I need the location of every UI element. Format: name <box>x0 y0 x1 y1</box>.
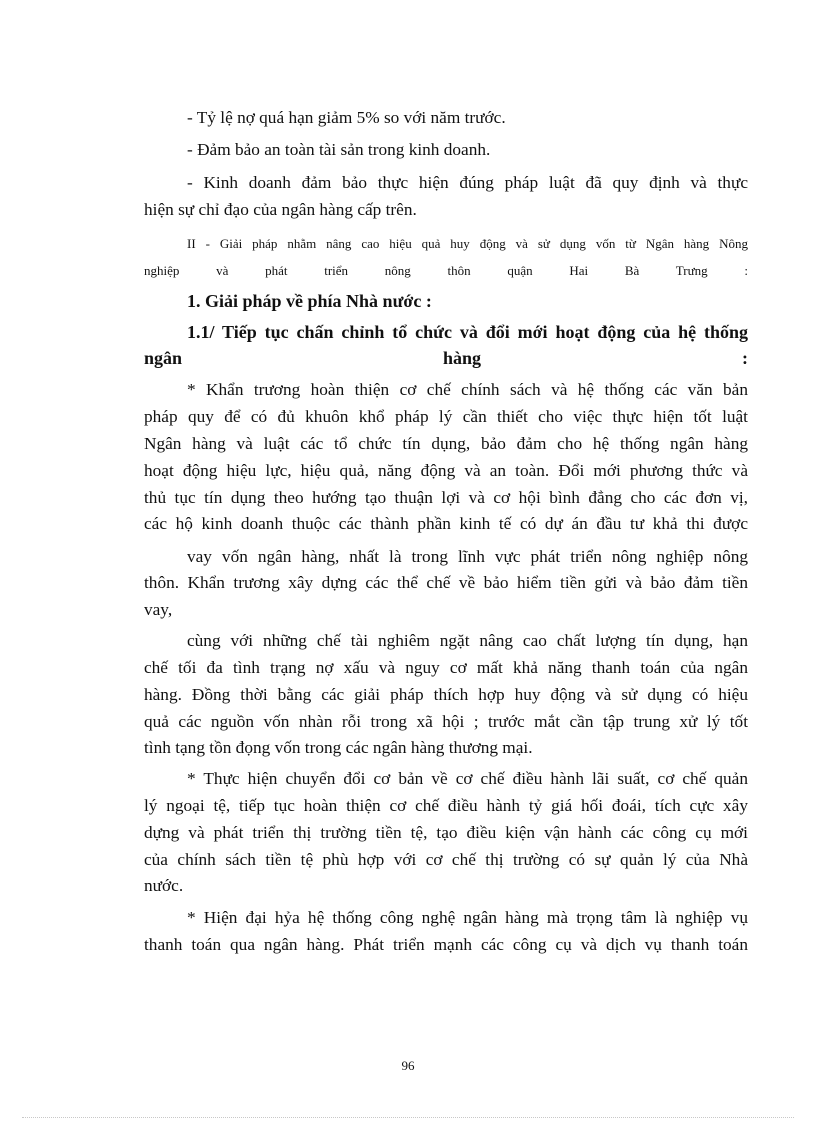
paragraph-line: vay vốn ngân hàng, nhất là trong lĩnh vực phát triển nông nghiệp nông <box>187 547 748 566</box>
heading-state-solutions: 1. Giải pháp về phía Nhà nước : <box>187 291 432 311</box>
paragraph-line: * Khẩn trương hoàn thiện cơ chế chính sách và hệ thống các văn bản <box>187 380 748 399</box>
paragraph-line: tình tạng tồn đọng vốn trong các ngân hàng thương mại. <box>144 738 533 757</box>
paragraph-line: quả các nguồn vốn nhàn rỗi trong xã hội ; trước mắt cần tập trung xử lý tốt <box>144 712 748 731</box>
bullet-overdue-ratio: - Tỷ lệ nợ quá hạn giảm 5% so với năm trước. <box>187 108 506 127</box>
heading-1-1-cont: ngân hàng : <box>144 348 748 368</box>
paragraph-line: lý ngoại tệ, tiếp tục hoàn thiện cơ chế điều hành tỷ giá hối đoái, tích cực xây <box>144 796 748 815</box>
paragraph-line: dựng và phát triển thị trường tiền tệ, tạo điều kiện vận hành các công cụ mới <box>144 823 748 842</box>
paragraph-line: chế tối đa tình trạng nợ xấu và nguy cơ mất khả năng thanh toán của ngân <box>144 658 748 677</box>
paragraph-line: thủ tục tín dụng theo hướng tạo thuận lợi và cơ hội bình đẳng cho các đơn vị, <box>144 488 748 507</box>
paragraph-line: nước. <box>144 876 184 895</box>
paragraph-line: Ngân hàng và luật các tổ chức tín dụng, bảo đảm cho hệ thống ngân hàng <box>144 434 748 453</box>
paragraph-line: hoạt động hiệu lực, hiệu quả, năng động và an toàn. Đổi mới phương thức và <box>144 461 748 480</box>
bullet-asset-safety: - Đảm bảo an toàn tài sản trong kinh doanh. <box>187 140 491 159</box>
paragraph-line: vay, <box>144 600 173 619</box>
paragraph-line: * Hiện đại hỷa hệ thống công nghệ ngân hàng mà trọng tâm là nghiệp vụ <box>187 908 748 927</box>
paragraph-line: của chính sách tiền tệ phù hợp với cơ chế thị trường có sự quản lý của Nhà <box>144 850 748 869</box>
paragraph-line: * Thực hiện chuyển đổi cơ bản về cơ chế điều hành lãi suất, cơ chế quản <box>187 769 748 788</box>
paragraph-line: hàng. Đồng thời bằng các giải pháp thích hợp huy động và sử dụng có hiệu <box>144 685 748 704</box>
section-heading-ii: II - Giải pháp nhằm nâng cao hiệu quả huy động và sử dụng vốn từ Ngân hàng Nông <box>187 236 748 251</box>
section-heading-ii-cont: nghiệp và phát triển nông thôn quận Hai Bà Trưng : <box>144 263 748 278</box>
heading-1-1: 1.1/ Tiếp tục chấn chỉnh tổ chức và đổi mới hoạt động của hệ thống <box>187 322 748 342</box>
bullet-legal-compliance: - Kinh doanh đảm bảo thực hiện đúng pháp luật đã quy định và thực <box>187 173 748 192</box>
paragraph-line: cùng với những chế tài nghiêm ngặt nâng cao chất lượng tín dụng, hạn <box>187 631 748 650</box>
page-bottom-divider <box>22 1117 794 1118</box>
paragraph-line: thôn. Khẩn trương xây dựng các thể chế về bảo hiểm tiền gửi và bảo đảm tiền <box>144 573 748 592</box>
paragraph-line: các hộ kinh doanh thuộc các thành phần kinh tế có dự án đầu tư khả thi được <box>144 514 748 533</box>
paragraph-line: pháp quy để có đủ khuôn khổ pháp lý cần thiết cho việc thực hiện tốt luật <box>144 407 748 426</box>
bullet-legal-compliance-cont: hiện sự chỉ đạo của ngân hàng cấp trên. <box>144 200 417 219</box>
paragraph-line: thanh toán qua ngân hàng. Phát triển mạnh các công cụ và dịch vụ thanh toán <box>144 935 748 954</box>
page-number: 96 <box>401 1058 415 1073</box>
